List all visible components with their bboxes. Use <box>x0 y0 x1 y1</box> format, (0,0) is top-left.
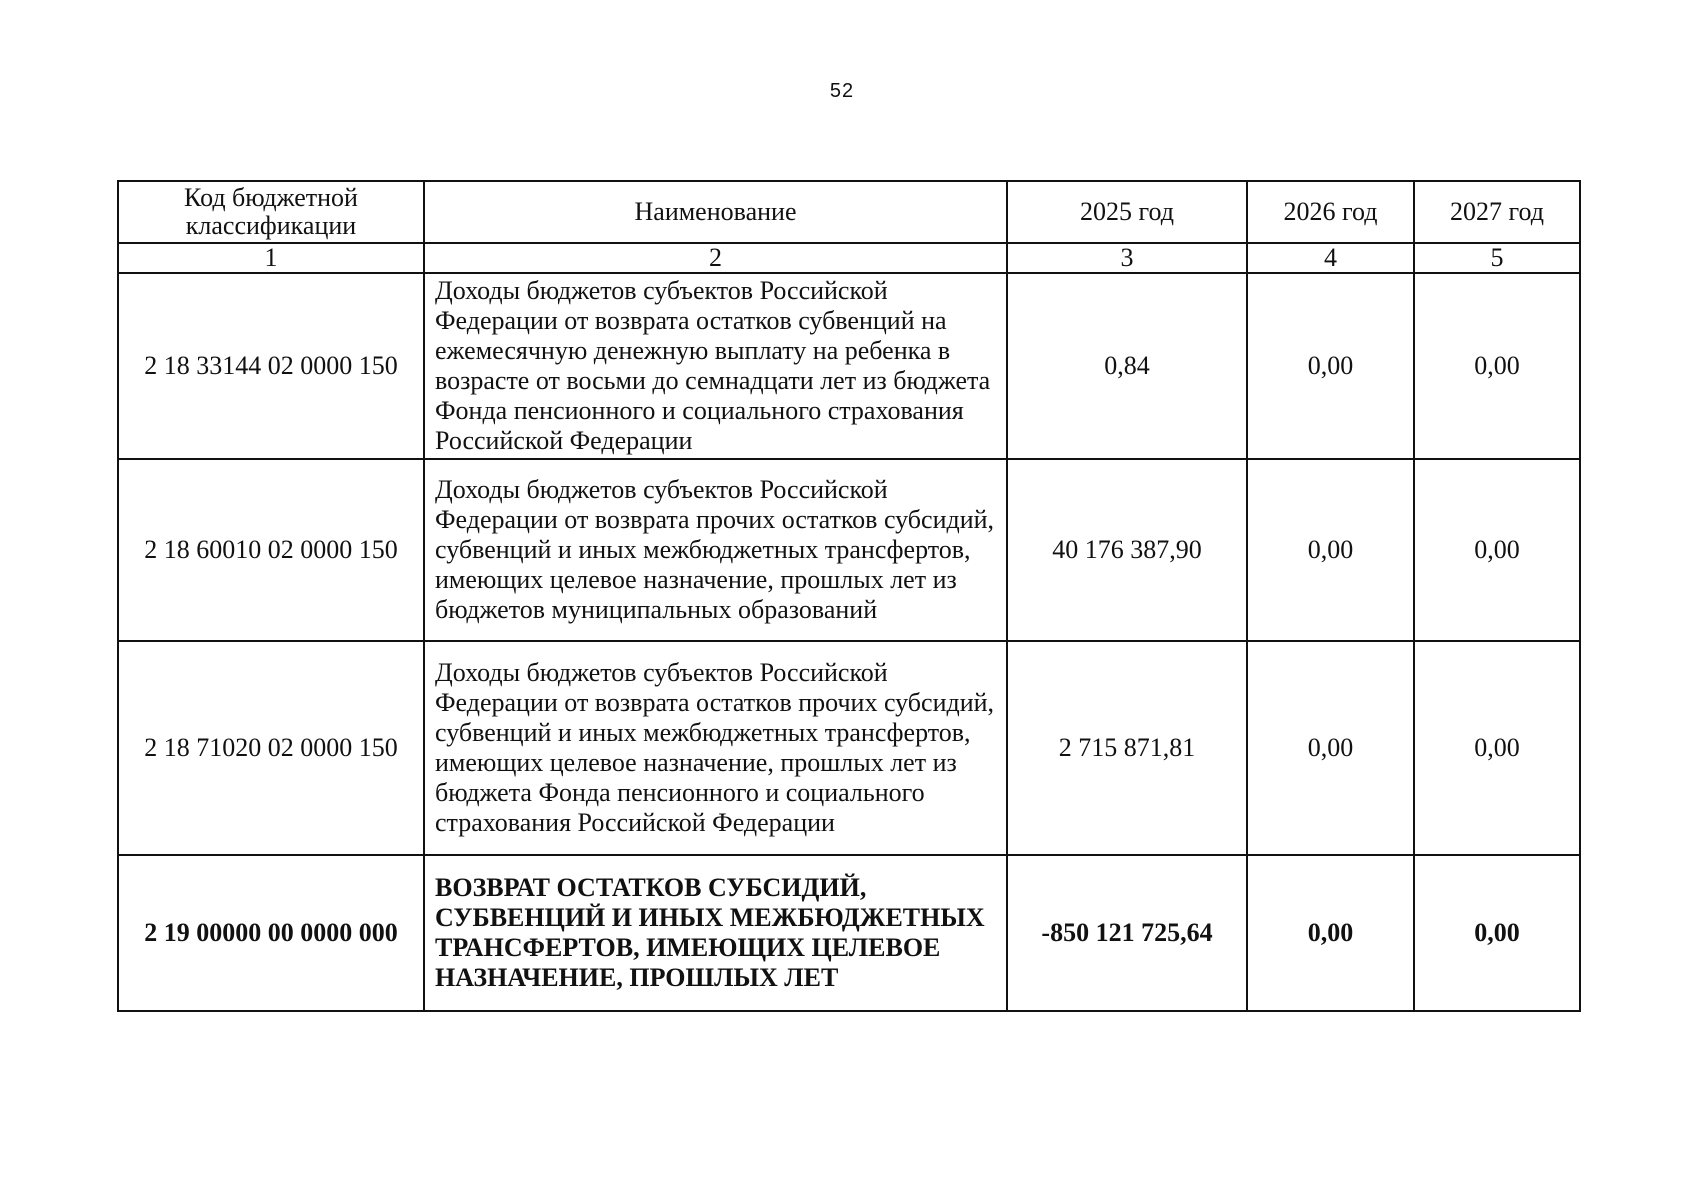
row-value-2025: 2 715 871,81 <box>1007 641 1247 855</box>
header-2027: 2027 год <box>1414 181 1580 243</box>
column-number: 3 <box>1007 243 1247 273</box>
row-name: Доходы бюджетов субъектов Российской Федерации от возврата остатков субвенций на ежемесячную денежную выплату на ребенка в возрасте от восьми до семнадцати лет из бюджета Фонда пенсионного и социального страхования Российской Федерации <box>424 273 1007 459</box>
budget-table <box>117 180 1581 1012</box>
header-2026: 2026 год <box>1247 181 1414 243</box>
header-name: Наименование <box>424 181 1007 243</box>
table-header-row <box>118 181 1580 243</box>
row-name: Доходы бюджетов субъектов Российской Федерации от возврата прочих остатков субсидий, субвенций и иных межбюджетных трансфертов, имеющих целевое назначение, прошлых лет из бюджетов муниципальных образований <box>424 459 1007 641</box>
row-value-2027: 0,00 <box>1414 641 1580 855</box>
page-number: 52 <box>829 80 855 102</box>
table-row-total <box>118 855 1580 1011</box>
column-number-row <box>118 243 1580 273</box>
column-number: 5 <box>1414 243 1580 273</box>
header-code: Код бюджетной классификации <box>118 181 424 243</box>
row-value-2027: 0,00 <box>1414 459 1580 641</box>
row-name: Доходы бюджетов субъектов Российской Федерации от возврата остатков прочих субсидий, субвенций и иных межбюджетных трансфертов, имеющих целевое назначение, прошлых лет из бюджета Фонда пенсионного и социального страхования Российской Федерации <box>424 641 1007 855</box>
table-row <box>118 273 1580 459</box>
column-number: 1 <box>118 243 424 273</box>
row-value-2026: 0,00 <box>1247 641 1414 855</box>
row-name: ВОЗВРАТ ОСТАТКОВ СУБСИДИЙ, СУБВЕНЦИЙ И ИНЫХ МЕЖБЮДЖЕТНЫХ ТРАНСФЕРТОВ, ИМЕЮЩИХ ЦЕЛЕВОЕ НАЗНАЧЕНИЕ, ПРОШЛЫХ ЛЕТ <box>424 855 1007 1011</box>
header-2025: 2025 год <box>1007 181 1247 243</box>
row-value-2027: 0,00 <box>1414 273 1580 459</box>
table-row <box>118 641 1580 855</box>
row-code: 2 18 33144 02 0000 150 <box>118 273 424 459</box>
row-value-2025: 40 176 387,90 <box>1007 459 1247 641</box>
row-code: 2 18 60010 02 0000 150 <box>118 459 424 641</box>
row-value-2025: 0,84 <box>1007 273 1247 459</box>
row-code: 2 18 71020 02 0000 150 <box>118 641 424 855</box>
table-row <box>118 459 1580 641</box>
row-value-2026: 0,00 <box>1247 459 1414 641</box>
row-code: 2 19 00000 00 0000 000 <box>118 855 424 1011</box>
row-value-2026: 0,00 <box>1247 273 1414 459</box>
column-number: 4 <box>1247 243 1414 273</box>
column-number: 2 <box>424 243 1007 273</box>
row-value-2026: 0,00 <box>1247 855 1414 1011</box>
row-value-2025: -850 121 725,64 <box>1007 855 1247 1011</box>
row-value-2027: 0,00 <box>1414 855 1580 1011</box>
